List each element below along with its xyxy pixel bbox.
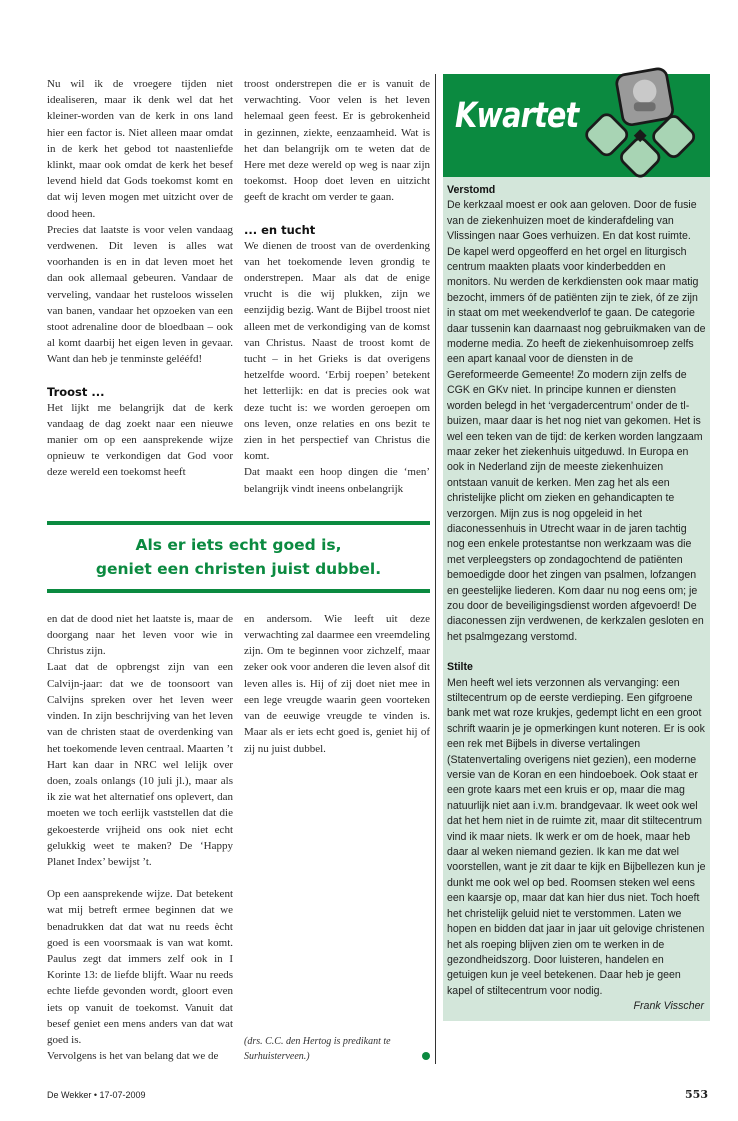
paragraph: Vervolgens is het van belang dat we de <box>47 1050 219 1063</box>
sidebar-heading-verstomd: Verstomd <box>447 184 496 196</box>
paragraph: en andersom. Wie leeft uit deze verwachting zal daarmee een vreemdeling zijn. Om te beginnen voor zichzelf, maar zeker ook voor anderen die leven alsof dit leven alles is. Hij of zij doet niet mee in een lege vreugde waarin geen voorteken van de eeuwige vreugde te vinden is. Maar als er iets echt goed is, geniet hij of zij nu juist dubbel. <box>244 612 430 755</box>
divider <box>47 589 430 593</box>
sidebar <box>443 74 710 1021</box>
paragraph: De kerkzaal moest er ook aan geloven. Door de fusie van de ziekenhuizen moet de kinderafdeling van Vlissingen naar Goes verhuizen. En dat kost ruimte. De kapel werd opgeofferd en het orgel en liturgisch centrum maakten plaats voor kinderbedden en monitors. Nu werden de kerkdiensten ook maar matig bezocht, immers óf de patiënten zijn te ziek, óf ze zijn in staat om met weekendverlof te gaan. De categorie daar tussenin kan daarnaast nog gebruikmaken van de moderne media. Zo heeft de ziekenhuisomroep zelfs een apart kanaal voor de diensten in de Gereformeerde Gemeente! Zo modern zijn zelfs de CGK en GKv niet. In principe kunnen er diensten worden belegd in het ‘vergadercentrum’ onder de tl-buizen, maar daar is het nog niet van gekomen. Het is wel een teken van de tijd: de kerken worden langzaam maar zeker het ziekenhuis uitgeduwd. In Europa en ook in Nederland zijn de meeste ziekenhuizen ontstaan vanuit de kerken. Men zag het als een christelijke plicht om zieken en gehandicapten te verzorgen. Mijn zus is nog opgeleid in het diaconessenhuis in Utrecht waar in de jaren tachtig nog een enkele protestantse non werkzaam was die met verpleegsters op zondagochtend de patiënten bemoedigde door het zingen van psalmen, lofzangen en geestelijke liederen. Kom daar nu nog eens om; je zou door de beveiligingsdienst worden afgevoerd! De diaconessen zijn verdwenen, de kerkzalen gesloten en het psalmgezang verstomd. <box>447 199 706 643</box>
subheading-troost: Troost ... <box>47 384 105 399</box>
article-column-1-top <box>47 76 233 497</box>
publication-footer: De Wekker • 17-07-2009 <box>47 1089 146 1100</box>
sidebar-title: Kwartet <box>455 96 579 136</box>
pull-quote-line: Als er iets echt goed is, <box>135 535 342 554</box>
end-mark-icon <box>422 1052 430 1060</box>
subheading-tucht: ... en tucht <box>244 222 316 237</box>
article <box>47 74 436 1064</box>
paragraph: Precies dat laatste is voor velen vandaag verdwenen. Dit leven is alles wat voorhanden is en in dat leven moet het dan ook allemaal gebeuren. Vandaar de verveling, vandaar het rusteloos wisselen van banen, vandaar het opzoeken van een stoot adrenaline door de bloedbaan – ook al komt daarbij het eigen leven in gevaar. Want dan heb je tenminste gelééfd! <box>47 223 233 366</box>
sidebar-heading-stilte: Stilte <box>447 661 473 674</box>
page-number: 553 <box>685 1088 708 1102</box>
paragraph: troost onderstrepen die er is vanuit de verwachting. Voor velen is het leven helemaal geen feest. Er is gebrokenheid in gezinnen, ziekte, eenzaamheid. Wat is het dan belangrijk om te weten dat de Here met deze wereld op weg is naar zijn toekomst. Hoop doet leven en uitzicht geeft de kracht om verder te gaan. <box>244 78 430 204</box>
article-column-1-bottom <box>47 611 233 1064</box>
paragraph: Dat maakt een hoop dingen die ‘men’ belangrijk vindt ineens onbelangrijk <box>244 466 430 495</box>
article-column-2-top <box>244 76 430 497</box>
sidebar-text <box>443 177 710 1021</box>
pull-quote-line: geniet een christen juist dubbel. <box>95 559 382 578</box>
footer <box>47 1088 708 1101</box>
paragraph: Het lijkt me belangrijk dat de kerk vandaag de dag zoekt naar een nieuwe manier om op een aansprekende wijze opnieuw te verkondigen dat God voor deze wereld een toekomst heeft <box>47 401 233 479</box>
sidebar-header <box>443 74 710 177</box>
author-note: (drs. C.C. den Hertog is predikant te Surhuisterveen.) <box>244 1036 391 1063</box>
paragraph: Op een aansprekende wijze. Dat betekent wat mij betreft ermee beginnen dat we benadrukken dat dat wat nu reeds ècht goed is een voorsmaak is van wat komt. Paulus zegt dat immers zelf ook in I Korinte 13: de liefde blijft. Waar nu reeds echte liefde gevonden wordt, gloort even iets op vanuit de toekomst. Vanuit dat besef geniet een mens anders van dat wat goed is. <box>47 888 233 1046</box>
paragraph: We dienen de troost van de overdenking van het toekomende leven grondig te onderstrepen. Maar als dat de enige vrucht is die wij plukken, zijn we eenzijdig bezig. Want de Bijbel troost niet alleen met de verkondiging van de komst van Christus. Naast de troost komt de tucht – in het Grieks is dat overigens hetzelfde woord. ‘Erbij roepen’ betekent het letterlijk: en dat is precies ook wat deze tucht is: we worden geroepen om ons leven, onze relaties en ons bezit te zien in het perspectief van Christus die komt. <box>244 239 430 463</box>
article-column-2-bottom <box>244 611 430 1064</box>
pull-quote <box>47 521 430 593</box>
paragraph: Nu wil ik de vroegere tijden niet idealiseren, maar ik denk wel dat het kleiner-worden van de kerk in ons land hier een factor is. Niet alleen maar omdat in de kerk het gebod tot naastenliefde klinkt, maar ook omdat de kerk het besef levend hield dat Gods toekomst komt en dat wij leven mogen met uitzicht over de dood heen. <box>47 78 233 220</box>
sidebar-author: Frank Visscher <box>633 1000 704 1013</box>
paragraph: en dat de dood niet het laatste is, maar de doorgang naar het leven voor wie in Christus zijn. <box>47 612 233 658</box>
paragraph: Men heeft wel iets verzonnen als vervanging: een stiltecentrum op de eerste verdieping. Een gifgroene bank met wat roze krukjes, gedempt licht en een groot schrift waarin je je opmerkingen kunt noteren. Er is ook een rek met Bijbels in diverse vertalingen (Statenvertaling overigens niet gezien), een moderne versie van de Koran en een hindoeboek. Ook staat er een grote kaars met een kruis er op, maar die mag natuurlijk niet aan i.v.m. brandgevaar. Ik weet ook wel dat het hem niet in de ruimte zit, maar dit stiltecentrum vind ik maar niets. Ik werk er om de hoek, maar heb daar al weken niemand gezien. Ik kan me dat wel voorstellen, want je zit daar te kijk en Bijbellezen kun je dunkt me ook wel op bed. Roomsen steken wel eens een kaarsje op, maar dat kan hier dus niet. Toch hoeft het christelijk geluid niet te verstommen. Laten we hopen en bidden dat jaar in jaar uit gelovige christenen het als roeping blijven zien om te werken in de gezondheidszorg. Door luisteren, handelen en getuigen kun je veel betekenen. Daar heb je geen kapel of stiltecentrum voor nodig. <box>447 676 706 997</box>
paragraph: Laat dat de opbrengst zijn van een Calvijn-jaar: dat we de toonsoort van Calvijns spreken over het leven weer vinden. In zijn beschrijving van het leven van de christen staat de overdenking van het toekomende leven centraal. Maarten ’t Hart kan daar in NRC wel lelijk over doen, zoals onlangs (10 juli jl.), maar als ik zie wat het alternatief ons oplevert, dan moeten we toch eerlijk vaststellen dat die gekoesterde vrijheid ons ook niet echt gelukkig weet te maken? De ‘Happy Planet Index’ bewijst ’t. <box>47 661 233 868</box>
clover-photo-logo-icon <box>583 66 701 180</box>
